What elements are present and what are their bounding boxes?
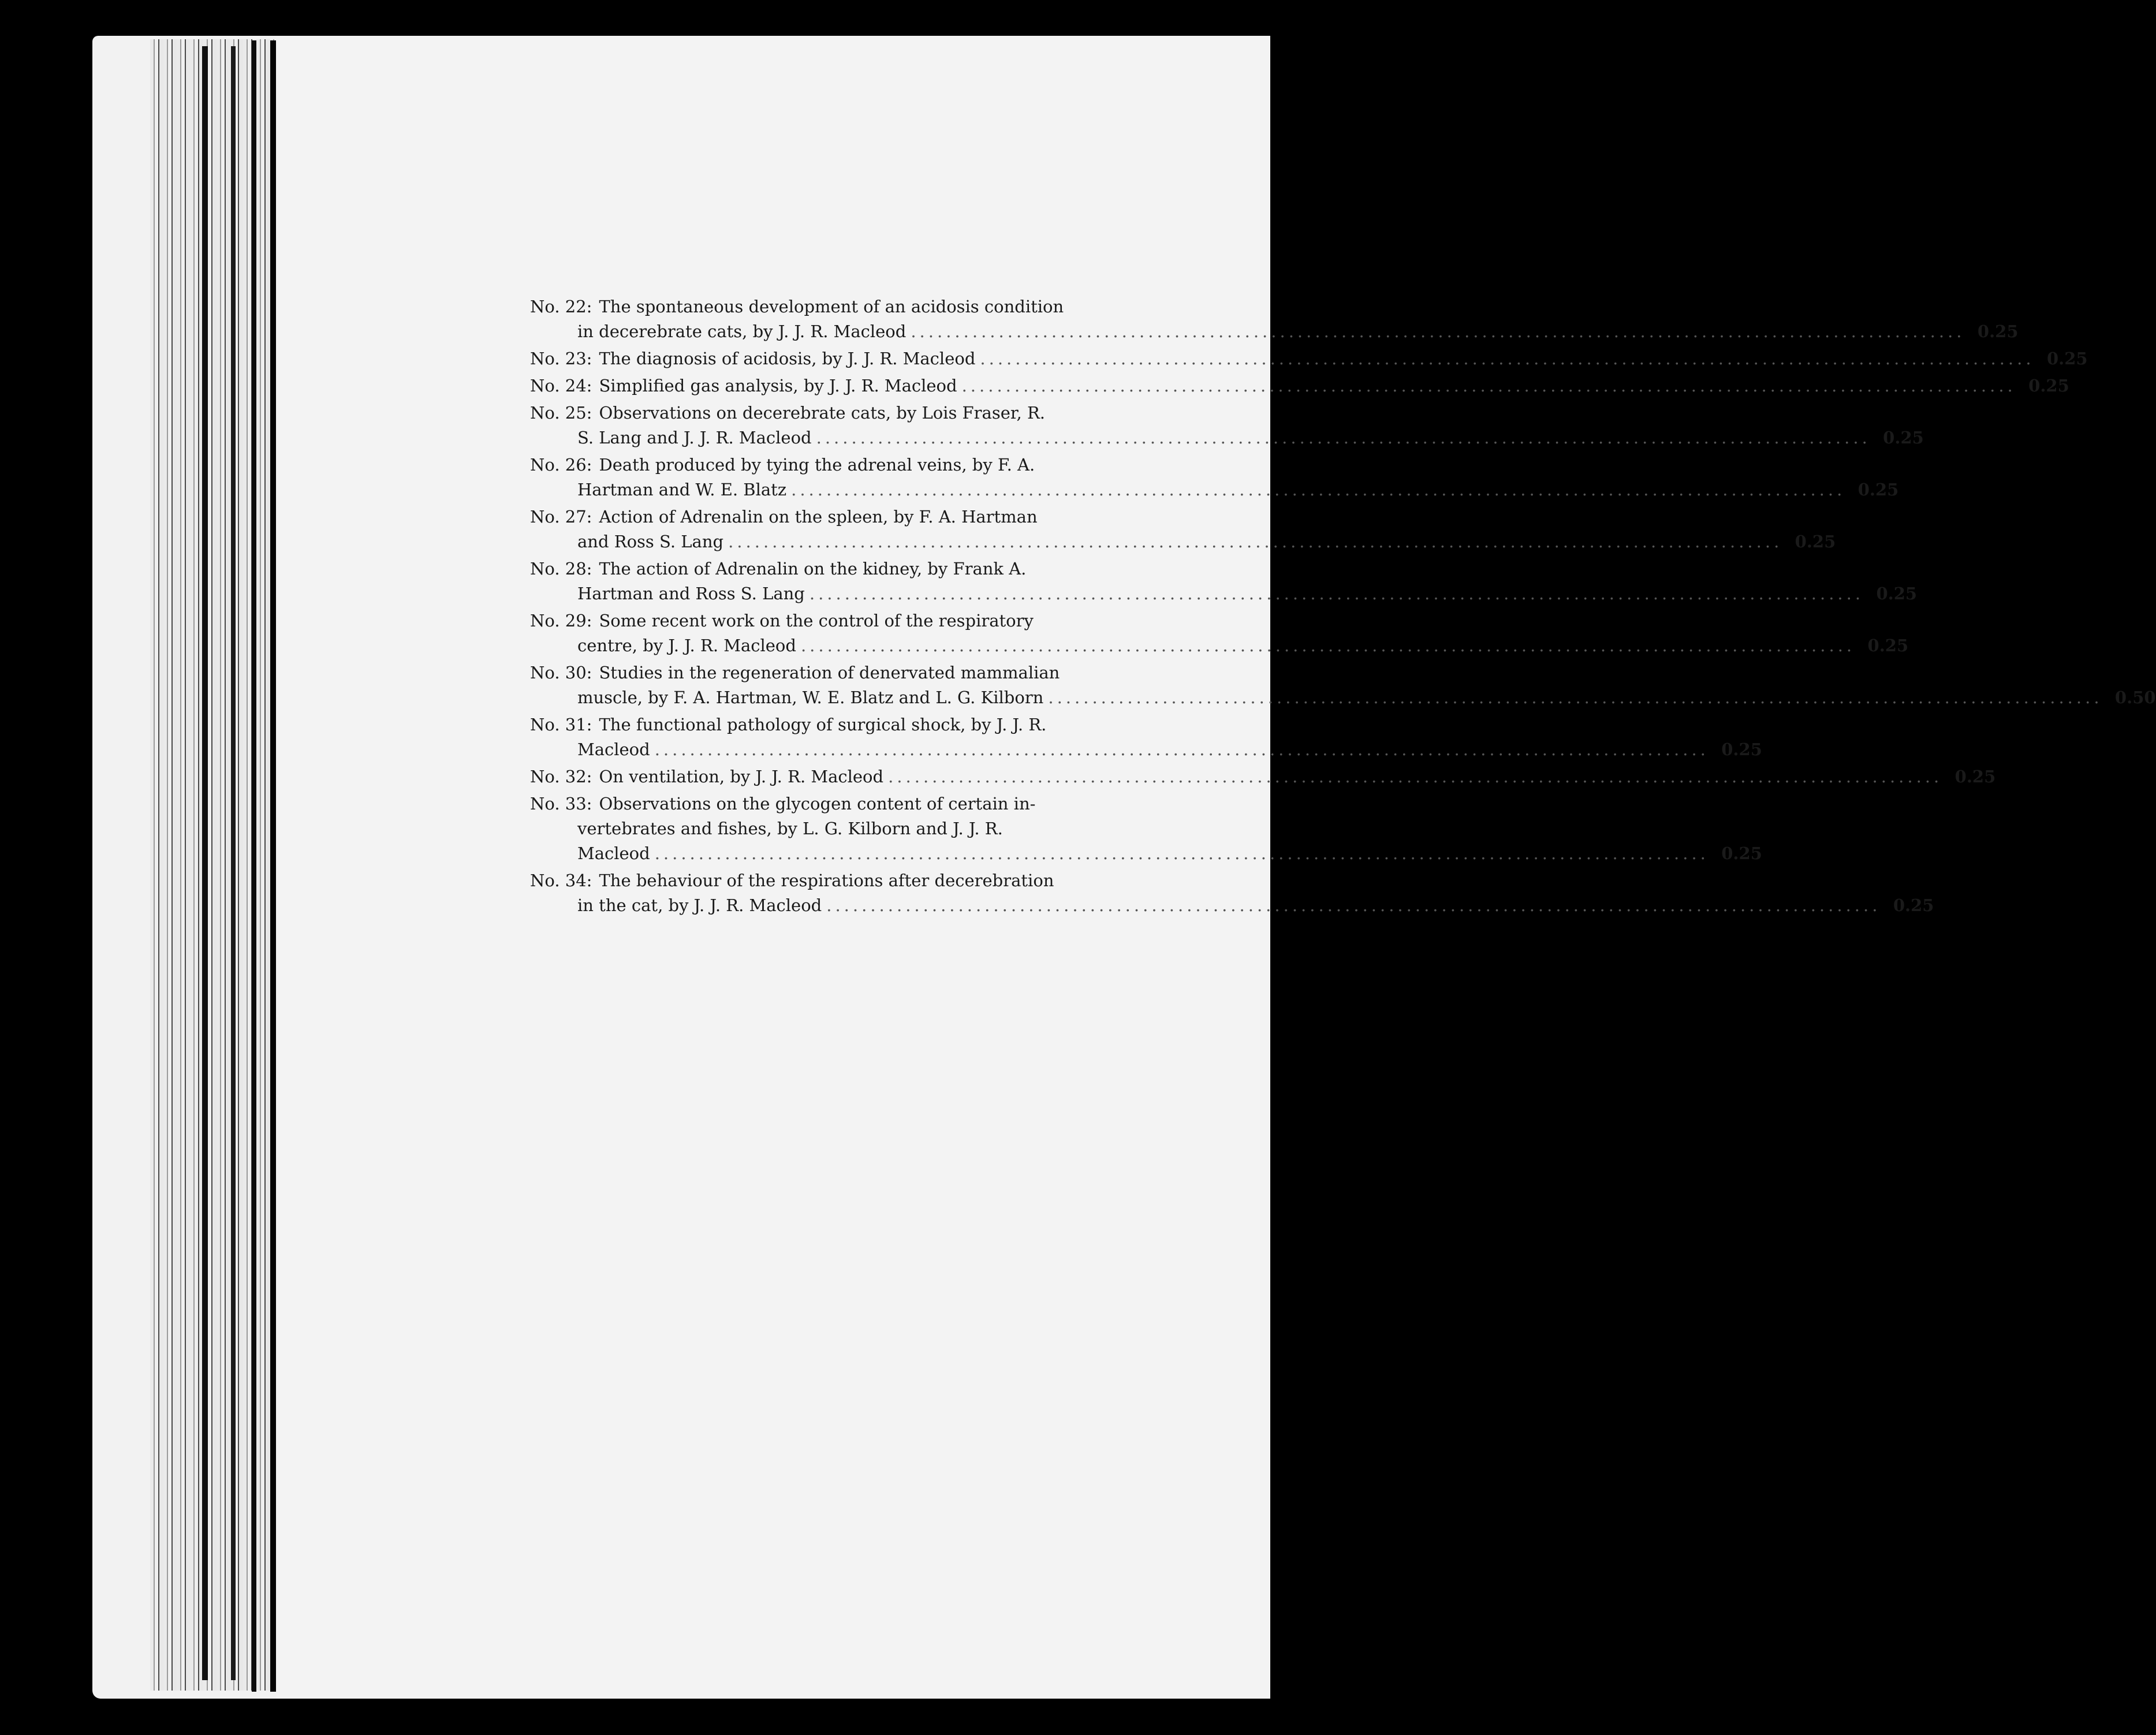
entry-line: [530, 868, 1223, 893]
entry-line: [530, 346, 2088, 371]
entry-title: Death produced by tying the adrenal veins, by F. A.: [599, 455, 1035, 475]
entry-line: [530, 661, 1223, 685]
entry-line: [530, 505, 1223, 529]
entry-line: [530, 609, 1223, 633]
entry-price: 0.25: [1883, 428, 1924, 447]
publication-list: [530, 294, 2156, 920]
entry-line: [530, 319, 2019, 344]
entry-price: 0.25: [1977, 322, 2019, 341]
dot-leader: ........................................................................................................................: [1048, 688, 2103, 707]
page-edge-shadow: [231, 46, 236, 1680]
entry-price: 0.25: [1721, 740, 1762, 759]
entry-title: On ventilation, by J. J. R. Macleod: [599, 767, 884, 786]
list-item: [530, 294, 2019, 344]
entry-number: No. 29:: [530, 611, 592, 630]
dot-leader: ........................................................................................................................: [980, 349, 2035, 368]
entry-line: [530, 557, 1223, 581]
entry-title: and Ross S. Lang: [577, 532, 724, 551]
dot-leader: ........................................................................................................................: [800, 636, 1856, 655]
entry-price: 0.25: [1867, 636, 1909, 655]
dot-leader: ........................................................................................................................: [728, 532, 1783, 551]
entry-title: Action of Adrenalin on the spleen, by F. A. Hartman: [599, 507, 1038, 527]
entry-line: [530, 294, 1223, 319]
dot-leader: ........................................................................................................................: [791, 480, 1846, 499]
entry-title: Studies in the regeneration of denervated mammalian: [599, 663, 1060, 682]
entry-number: No. 32:: [530, 767, 592, 786]
dot-leader: ........................................................................................................................: [911, 322, 1965, 341]
entry-title: vertebrates and fishes, by L. G. Kilborn and J. J. R.: [577, 819, 1003, 838]
entry-price: 0.25: [1893, 896, 1934, 915]
entry-line: [530, 816, 1223, 841]
entry-title: muscle, by F. A. Hartman, W. E. Blatz and L. G. Kilborn: [577, 688, 1044, 707]
list-item: [530, 712, 1762, 762]
entry-price: 0.25: [1954, 767, 1996, 786]
list-item: [530, 401, 1924, 450]
dot-leader: ........................................................................................................................: [816, 428, 1871, 447]
entry-number: No. 33:: [530, 794, 592, 814]
entry-title: in the cat, by J. J. R. Macleod: [577, 896, 822, 915]
entry-line: [530, 841, 1762, 866]
entry-line: [530, 401, 1223, 426]
entry-price: 0.25: [1857, 480, 1899, 499]
entry-price: 0.50: [2114, 688, 2156, 707]
entry-title: Observations on decerebrate cats, by Lois Fraser, R.: [599, 403, 1046, 423]
entry-title: Macleod: [577, 740, 650, 759]
entry-number: No. 27:: [530, 507, 592, 527]
page-edge-shadow: [252, 40, 256, 1692]
entry-number: No. 25:: [530, 403, 592, 423]
entry-line: [530, 792, 1223, 816]
dot-leader: ........................................................................................................................: [826, 896, 1881, 915]
list-item: [530, 453, 1899, 502]
list-item: [530, 609, 1909, 658]
entry-number: No. 31:: [530, 715, 592, 734]
list-item: [530, 557, 1918, 606]
entry-price: 0.25: [1876, 584, 1918, 603]
entry-line: [530, 764, 1996, 789]
entry-title: The behaviour of the respirations after decerebration: [599, 871, 1054, 890]
list-item: [530, 792, 1762, 866]
entry-title: The action of Adrenalin on the kidney, by Frank A.: [599, 559, 1027, 579]
entry-price: 0.25: [1795, 532, 1836, 551]
entry-line: [530, 633, 1909, 658]
entry-line: [530, 685, 2156, 710]
entry-price: 0.25: [1721, 844, 1762, 863]
entry-number: No. 23:: [530, 349, 592, 368]
list-item: [530, 505, 1836, 554]
list-item: [530, 661, 2156, 710]
page-edge-shadow: [202, 46, 208, 1680]
entry-title: The diagnosis of acidosis, by J. J. R. Macleod: [599, 349, 976, 368]
entry-title: centre, by J. J. R. Macleod: [577, 636, 796, 655]
entry-number: No. 26:: [530, 455, 592, 475]
entry-title: Simplified gas analysis, by J. J. R. Macleod: [599, 376, 957, 395]
entry-line: [530, 453, 1223, 477]
entry-title: Macleod: [577, 844, 650, 863]
entry-line: [530, 477, 1899, 502]
entry-title: Some recent work on the control of the respiratory: [599, 611, 1034, 630]
entry-title: The functional pathology of surgical shock, by J. J. R.: [599, 715, 1047, 734]
list-item: [530, 346, 2088, 371]
entry-title: Observations on the glycogen content of certain in-: [599, 794, 1036, 814]
entry-line: [530, 712, 1223, 737]
entry-number: No. 22:: [530, 297, 592, 316]
dot-leader: ........................................................................................................................: [888, 767, 1943, 786]
entry-line: [530, 893, 1934, 918]
entry-number: No. 34:: [530, 871, 592, 890]
entry-line: [530, 737, 1762, 762]
entry-price: 0.25: [2028, 376, 2069, 395]
entry-line: [530, 426, 1924, 450]
dot-leader: ........................................................................................................................: [809, 584, 1864, 603]
list-item: [530, 374, 2069, 398]
entry-title: Hartman and W. E. Blatz: [577, 480, 787, 499]
dot-leader: ........................................................................................................................: [654, 844, 1709, 863]
list-item: [530, 764, 1996, 789]
dot-leader: ........................................................................................................................: [654, 740, 1709, 759]
list-item: [530, 868, 1934, 918]
entry-line: [530, 374, 2069, 398]
entry-price: 0.25: [2046, 349, 2088, 368]
entry-title: in decerebrate cats, by J. J. R. Macleod: [577, 322, 907, 341]
entry-line: [530, 581, 1918, 606]
entry-line: [530, 529, 1836, 554]
entry-number: No. 24:: [530, 376, 592, 395]
entry-title: The spontaneous development of an acidosis condition: [599, 297, 1064, 316]
entry-title: Hartman and Ross S. Lang: [577, 584, 805, 603]
entry-number: No. 30:: [530, 663, 592, 682]
dot-leader: ........................................................................................................................: [961, 376, 2016, 395]
entry-title: S. Lang and J. J. R. Macleod: [577, 428, 812, 447]
entry-number: No. 28:: [530, 559, 592, 579]
page-edges: [150, 39, 283, 1691]
